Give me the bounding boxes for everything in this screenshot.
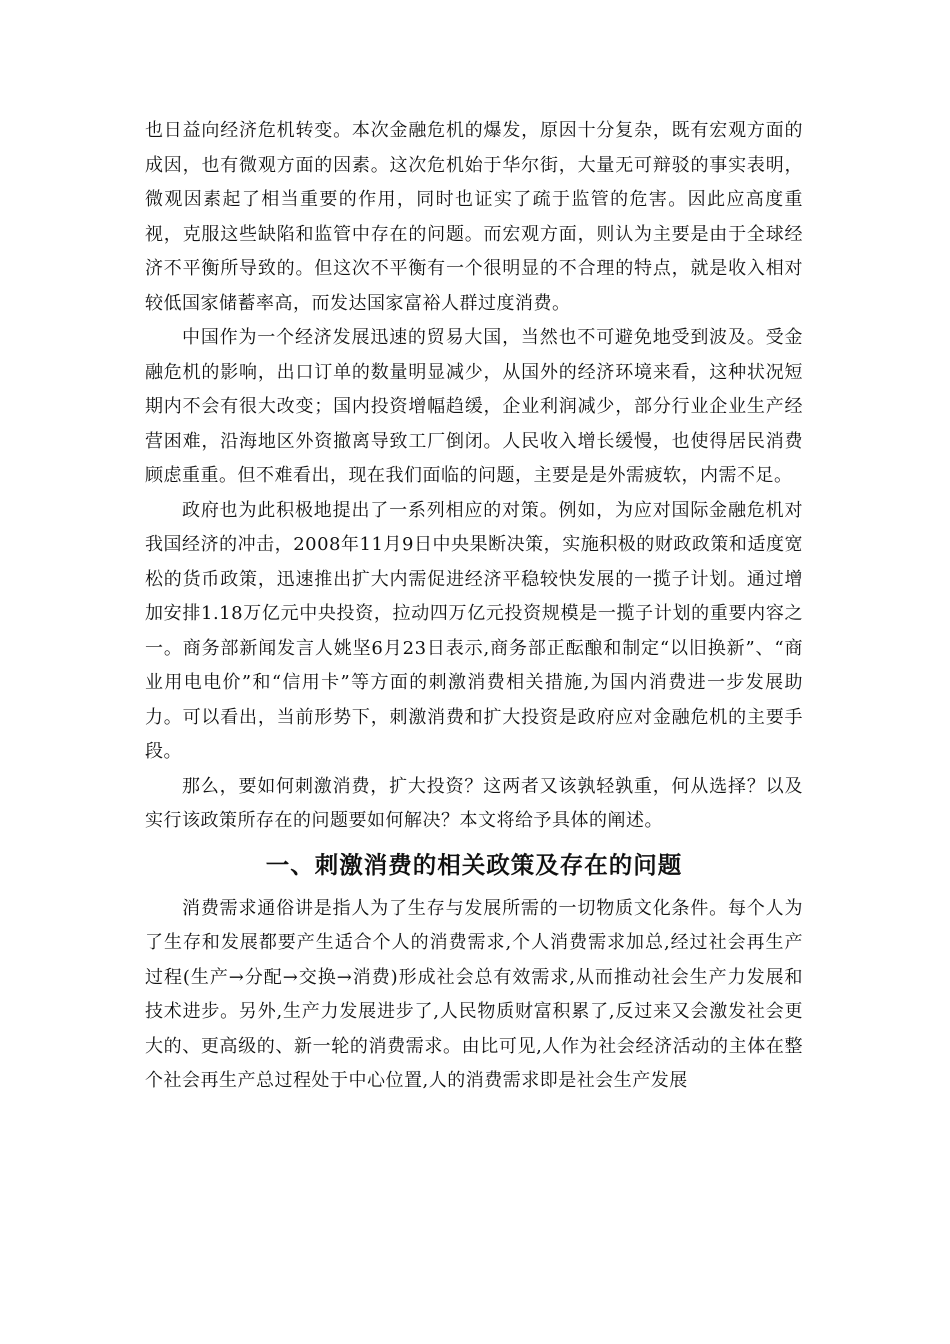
paragraph-questions: 那么，要如何刺激消费，扩大投资？这两者又该孰轻孰重，何从选择？以及实行该政策所存在的问题要如何解决？本文将给予具体的阐述。 [145,775,803,831]
paragraph-consumption-demand: 消费需求通俗讲是指人为了生存与发展所需的一切物质文化条件。每个人为了生存和发展都要产生适合个人的消费需求,个人消费需求加总,经过社会再生产过程(生产→分配→交换→消费)形成社会总有效需求,从而推动社会生产力发展和技术进步。另外,生产力发展进步了,人民物质财富积累了,反过来又会激发社会更大的、更高级的、新一轮的消费需求。由比可见,人作为社会经济活动的主体在整个社会再生产总过程处于中心位置,人的消费需求即是社会生产发展 [145,897,803,1091]
document-page [145,114,803,1099]
paragraph-china-impact: 中国作为一个经济发展迅速的贸易大国，当然也不可避免地受到波及。受金融危机的影响，出口订单的数量明显减少，从国外的经济环境来看，这种状况短期内不会有很大改变；国内投资增幅趋缓，企业利润减少，部分行业企业生产经营困难，沿海地区外资撤离导致工厂倒闭。人民收入增长缓慢，也使得居民消费顾虑重重。但不难看出，现在我们面临的问题，主要是是外需疲软，内需不足。 [145,327,803,486]
paragraph-government-policy: 政府也为此积极地提出了一系列相应的对策。例如，为应对国际金融危机对我国经济的冲击，2008年11月9日中央果断决策，实施积极的财政政策和适度宽松的货币政策，迅速推出扩大内需促进经济平稳较快发展的一揽子计划。通过增加安排1.18万亿元中央投资，拉动四万亿元投资规模是一揽子计划的重要内容之一。商务部新闻发言人姚坚6月23日表示,商务部正酝酿和制定“以旧换新”、“商业用电电价”和“信用卡”等方面的刺激消费相关措施,为国内消费进一步发展助力。可以看出，当前形势下，刺激消费和扩大投资是政府应对金融危机的主要手段。 [145,499,803,762]
section-heading: 一、刺激消费的相关政策及存在的问题 [265,850,683,879]
paragraph-crisis-causes: 也日益向经济危机转变。本次金融危机的爆发，原因十分复杂，既有宏观方面的成因，也有微观方面的因素。这次危机始于华尔街，大量无可辩驳的事实表明，微观因素起了相当重要的作用，同时也证实了疏于监管的危害。因此应高度重视，克服这些缺陷和监管中存在的问题。而宏观方面，则认为主要是由于全球经济不平衡所导致的。但这次不平衡有一个很明显的不合理的特点，就是收入相对较低国家储蓄率高，而发达国家富裕人群过度消费。 [145,120,803,314]
